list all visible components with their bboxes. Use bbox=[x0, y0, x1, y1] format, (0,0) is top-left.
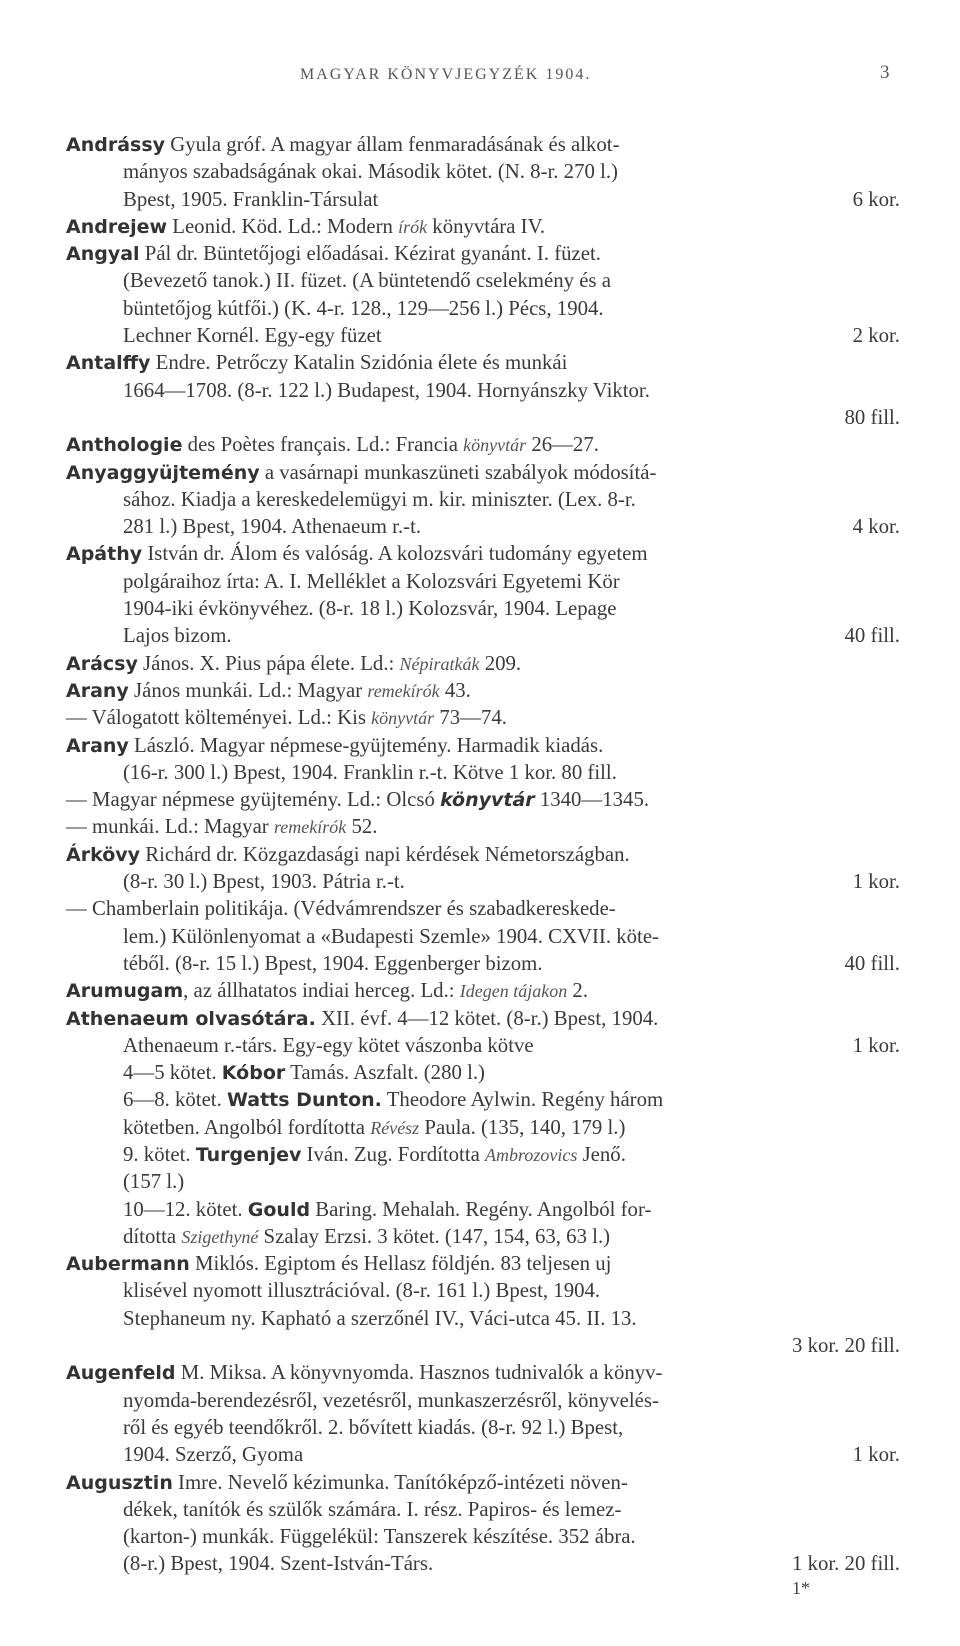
entry-text: 52. bbox=[346, 815, 378, 839]
entry-text: kötetben. Angolból fordította bbox=[123, 1115, 371, 1139]
price: 4 kor. bbox=[852, 515, 900, 539]
entry-heading: Kóbor bbox=[221, 1062, 286, 1085]
series-title: Szigethyné bbox=[181, 1226, 259, 1247]
series-title: Idegen tájakon bbox=[459, 981, 568, 1002]
catalog-line bbox=[66, 704, 900, 731]
entry-text: klisével nyomott illusztrációval. (8-r. 161 l.) Bpest, 1904. bbox=[123, 1279, 601, 1303]
catalog-line bbox=[66, 186, 900, 213]
entry-heading: Andrássy bbox=[66, 134, 166, 156]
entry-text: — munkái. Ld.: Magyar bbox=[66, 815, 274, 839]
entry-text: (8-r.) Bpest, 1904. Szent-István-Társ. bbox=[123, 1552, 434, 1576]
entry-text: István dr. Álom és valóság. A kolozsvári tudomány egyetem bbox=[142, 542, 648, 566]
price: 1 kor. bbox=[852, 870, 900, 894]
catalog-line bbox=[66, 568, 900, 595]
catalog-line bbox=[66, 158, 900, 185]
entry-text: Lechner Kornél. Egy-egy füzet bbox=[123, 324, 382, 348]
entry-text: büntetőjog kútfői.) (K. 4-r. 128., 129—256 l.) Pécs, 1904. bbox=[123, 296, 604, 320]
entry-heading: Arácsy bbox=[66, 652, 138, 675]
catalog-line bbox=[66, 1196, 900, 1223]
entry-text: János. X. Pius pápa élete. Ld.: bbox=[137, 651, 400, 675]
catalog-line bbox=[66, 486, 900, 513]
entry-heading: Árkövy bbox=[66, 843, 141, 866]
catalog-line bbox=[66, 295, 900, 322]
catalog-line bbox=[66, 1359, 900, 1386]
series-title: Népiratkák bbox=[399, 653, 480, 674]
entry-heading: Antalffy bbox=[66, 352, 151, 375]
entry-text: , az állhatatos indiai herceg. Ld.: bbox=[183, 979, 460, 1003]
entry-text: sához. Kiadja a kereskedelemügyi m. kir. miniszter. (Lex. 8-r. bbox=[123, 487, 636, 511]
entry-text: mányos szabadságának okai. Második kötet. (N. 8-r. 270 l.) bbox=[123, 160, 618, 184]
price: 1 kor. bbox=[852, 1443, 900, 1467]
entry-text: (karton-) munkák. Függelékül: Tanszerek készítése. 352 ábra. bbox=[123, 1525, 636, 1549]
entry-text: Imre. Nevelő kézimunka. Tanítóképző-intézeti növen- bbox=[172, 1470, 628, 1494]
catalog-line bbox=[66, 540, 900, 567]
series-title: remekírók bbox=[367, 680, 440, 701]
entry-text: Athenaeum r.-társ. Egy-egy kötet vászonba kötve bbox=[123, 1033, 534, 1057]
entry-text: Lajos bizom. bbox=[123, 624, 232, 648]
entry-text: (Bevezető tanok.) II. füzet. (A büntetendő cselekmény és a bbox=[123, 269, 611, 293]
entry-text: nyomda-berendezésről, vezetésről, munkaszerzésről, könyvelés- bbox=[123, 1388, 659, 1412]
entry-text: des Poètes français. Ld.: Francia bbox=[182, 433, 464, 457]
entry-heading: Gould bbox=[247, 1198, 311, 1221]
entry-heading: Watts Dunton. bbox=[226, 1089, 382, 1112]
entry-text: Endre. Petrőczy Katalin Szidónia élete és munkái bbox=[150, 351, 568, 375]
catalog-line bbox=[66, 1414, 900, 1441]
entry-text: (16-r. 300 l.) Bpest, 1904. Franklin r.-t. Kötve 1 kor. 80 fill. bbox=[123, 760, 617, 784]
entry-text: Tamás. Aszfalt. (280 l.) bbox=[285, 1061, 485, 1085]
catalog-line bbox=[66, 1114, 900, 1141]
entry-text: dékek, tanítók és szülők számára. I. rész. Papiros- és lemez- bbox=[123, 1497, 622, 1521]
entry-text: — Válogatott költeményei. Ld.: Kis bbox=[66, 706, 372, 730]
price: 80 fill. bbox=[844, 405, 900, 429]
catalog-line bbox=[66, 1523, 900, 1550]
entry-text: — Chamberlain politikája. (Védvámrendszer és szabadkereskede- bbox=[66, 897, 616, 921]
entry-text: 1340—1345. bbox=[534, 788, 650, 812]
series-title: Révész bbox=[370, 1117, 420, 1138]
catalog-line bbox=[66, 267, 900, 294]
entry-text: lem.) Különlenyomat a «Budapesti Szemle» 1904. CXVII. köte- bbox=[123, 924, 659, 948]
entry-heading: Arany bbox=[66, 679, 129, 702]
entry-text: (8-r. 30 l.) Bpest, 1903. Pátria r.-t. bbox=[123, 870, 405, 894]
entry-heading: Angyal bbox=[66, 243, 140, 266]
catalog-line bbox=[66, 786, 900, 813]
entry-heading: Arany bbox=[66, 734, 129, 757]
catalog-line bbox=[66, 622, 900, 649]
entry-text: 281 l.) Bpest, 1904. Athenaeum r.-t. bbox=[123, 515, 422, 539]
entry-text: 209. bbox=[479, 651, 522, 675]
catalog-line bbox=[66, 322, 900, 349]
signature-mark-text: 1* bbox=[792, 1578, 810, 1598]
entry-text: (157 l.) bbox=[123, 1170, 185, 1194]
entry-text: 2. bbox=[567, 979, 589, 1003]
price: 40 fill. bbox=[844, 624, 900, 648]
signature-mark bbox=[792, 1578, 810, 1599]
catalog-line bbox=[66, 377, 900, 404]
catalog-line bbox=[66, 841, 900, 868]
catalog-line bbox=[66, 1305, 900, 1332]
entry-text: Miklós. Egiptom és Hellasz földjén. 83 teljesen uj bbox=[189, 1252, 612, 1276]
entry-text: XII. évf. 4—12 kötet. (8-r.) Bpest, 1904. bbox=[315, 1006, 659, 1030]
catalog-line bbox=[66, 1059, 900, 1086]
catalog-line bbox=[66, 431, 900, 458]
price: 3 kor. 20 fill. bbox=[791, 1334, 900, 1358]
entry-heading: Andrejew bbox=[66, 215, 168, 238]
entry-text: téből. (8-r. 15 l.) Bpest, 1904. Eggenberger bizom. bbox=[123, 951, 543, 975]
catalog-entries bbox=[66, 131, 900, 1578]
entry-text: ről és egyéb teendőkről. 2. bővített kiadás. (8-r. 92 l.) Bpest, bbox=[123, 1415, 624, 1439]
entry-text: könyvtára IV. bbox=[427, 214, 546, 238]
entry-text: 10—12. kötet. bbox=[123, 1197, 248, 1221]
entry-heading: Anyaggyüjtemény bbox=[66, 461, 260, 484]
entry-text: 4—5 kötet. bbox=[123, 1061, 222, 1085]
catalog-line bbox=[66, 1550, 900, 1577]
catalog-line bbox=[66, 1032, 900, 1059]
entry-text: 1664—1708. (8-r. 122 l.) Budapest, 1904. Hornyánszky Viktor. bbox=[123, 378, 650, 402]
entry-heading: Aubermann bbox=[66, 1253, 190, 1276]
catalog-line bbox=[66, 1223, 900, 1250]
entry-text: M. Miksa. A könyvnyomda. Hasznos tudnivalók a könyv- bbox=[175, 1361, 663, 1385]
catalog-line bbox=[66, 1332, 900, 1359]
catalog-line bbox=[66, 240, 900, 267]
entry-text: Richárd dr. Közgazdasági napi kérdések Németországban. bbox=[140, 842, 630, 866]
catalog-line bbox=[66, 1387, 900, 1414]
catalog-line bbox=[66, 1250, 900, 1277]
entry-text: 9. kötet. bbox=[123, 1142, 196, 1166]
running-head bbox=[0, 60, 960, 90]
catalog-line bbox=[66, 977, 900, 1004]
catalog-line bbox=[66, 1168, 900, 1195]
entry-heading: Apáthy bbox=[66, 543, 143, 566]
entry-text: 73—74. bbox=[434, 706, 507, 730]
price: 1 kor. 20 fill. bbox=[791, 1552, 900, 1576]
entry-text: Leonid. Köd. Ld.: Modern bbox=[167, 214, 399, 238]
entry-text: Iván. Zug. Fordította bbox=[301, 1142, 486, 1166]
catalog-line bbox=[66, 732, 900, 759]
series-title: könyvtár bbox=[463, 435, 527, 456]
entry-text: polgáraihoz írta: A. I. Melléklet a Kolozsvári Egyetemi Kör bbox=[123, 569, 620, 593]
series-title: könyvtár bbox=[371, 708, 435, 729]
catalog-line bbox=[66, 459, 900, 486]
catalog-line bbox=[66, 404, 900, 431]
entry-text: 43. bbox=[439, 678, 471, 702]
entry-text: János munkái. Ld.: Magyar bbox=[128, 678, 368, 702]
entry-text: Bpest, 1905. Franklin-Társulat bbox=[123, 187, 379, 211]
catalog-line bbox=[66, 759, 900, 786]
series-title: könyvtár bbox=[440, 789, 535, 812]
entry-heading: Augenfeld bbox=[66, 1362, 176, 1385]
entry-text: Paula. (135, 140, 179 l.) bbox=[419, 1115, 626, 1139]
catalog-line bbox=[66, 131, 900, 158]
catalog-line bbox=[66, 868, 900, 895]
price: 2 kor. bbox=[852, 324, 900, 348]
entry-text: 1904-iki évkönyvéhez. (8-r. 18 l.) Kolozsvár, 1904. Lepage bbox=[123, 597, 617, 621]
entry-text: 1904. Szerző, Gyoma bbox=[123, 1443, 304, 1467]
entry-text: Jenő. bbox=[577, 1142, 626, 1166]
price: 40 fill. bbox=[844, 951, 900, 975]
catalog-line bbox=[66, 1496, 900, 1523]
catalog-line bbox=[66, 1005, 900, 1032]
entry-heading: Turgenjev bbox=[195, 1143, 302, 1166]
entry-text: Szalay Erzsi. 3 kötet. (147, 154, 63, 63 l.) bbox=[258, 1224, 611, 1248]
catalog-line bbox=[66, 595, 900, 622]
entry-text: dította bbox=[123, 1224, 182, 1248]
entry-text: a vasárnapi munkaszüneti szabályok módosítá- bbox=[259, 460, 657, 484]
page-number: 3 bbox=[880, 62, 890, 83]
entry-text: László. Magyar népmese-gyüjtemény. Harmadik kiadás. bbox=[128, 733, 604, 757]
catalog-line bbox=[66, 923, 900, 950]
catalog-line bbox=[66, 950, 900, 977]
entry-heading: Augusztin bbox=[66, 1471, 173, 1494]
catalog-line bbox=[66, 349, 900, 376]
catalog-line bbox=[66, 895, 900, 922]
catalog-line bbox=[66, 650, 900, 677]
catalog-line bbox=[66, 1441, 900, 1468]
series-title: Ambrozovics bbox=[485, 1144, 578, 1165]
entry-text: Pál dr. Büntetőjogi előadásai. Kézirat gyanánt. I. füzet. bbox=[139, 242, 601, 266]
catalog-line bbox=[66, 677, 900, 704]
catalog-line bbox=[66, 213, 900, 240]
entry-text: 6—8. kötet. bbox=[123, 1088, 227, 1112]
series-title: írók bbox=[398, 216, 428, 237]
running-head-title: MAGYAR KÖNYVJEGYZÉK 1904. bbox=[300, 66, 592, 83]
entry-heading: Arumugam bbox=[66, 980, 184, 1003]
entry-text: — Magyar népmese gyüjtemény. Ld.: Olcsó bbox=[66, 788, 441, 812]
entry-text: Gyula gróf. A magyar állam fenmaradásának és alkot- bbox=[165, 133, 620, 156]
entry-text: 26—27. bbox=[526, 433, 599, 457]
entry-heading: Athenaeum olvasótára. bbox=[66, 1007, 316, 1030]
entry-text: Baring. Mehalah. Regény. Angolból for- bbox=[310, 1197, 652, 1221]
catalog-line bbox=[66, 1277, 900, 1304]
entry-text: Theodore Aylwin. Regény három bbox=[381, 1088, 664, 1112]
catalog-line bbox=[66, 813, 900, 840]
catalog-line bbox=[66, 513, 900, 540]
entry-heading: Anthologie bbox=[66, 434, 183, 457]
entry-text: Stephaneum ny. Kapható a szerzőnél IV., Váci-utca 45. II. 13. bbox=[123, 1306, 637, 1330]
price: 6 kor. bbox=[852, 187, 900, 211]
catalog-line bbox=[66, 1141, 900, 1168]
price: 1 kor. bbox=[852, 1033, 900, 1057]
catalog-line bbox=[66, 1469, 900, 1496]
series-title: remekírók bbox=[273, 817, 347, 838]
catalog-line bbox=[66, 1086, 900, 1113]
